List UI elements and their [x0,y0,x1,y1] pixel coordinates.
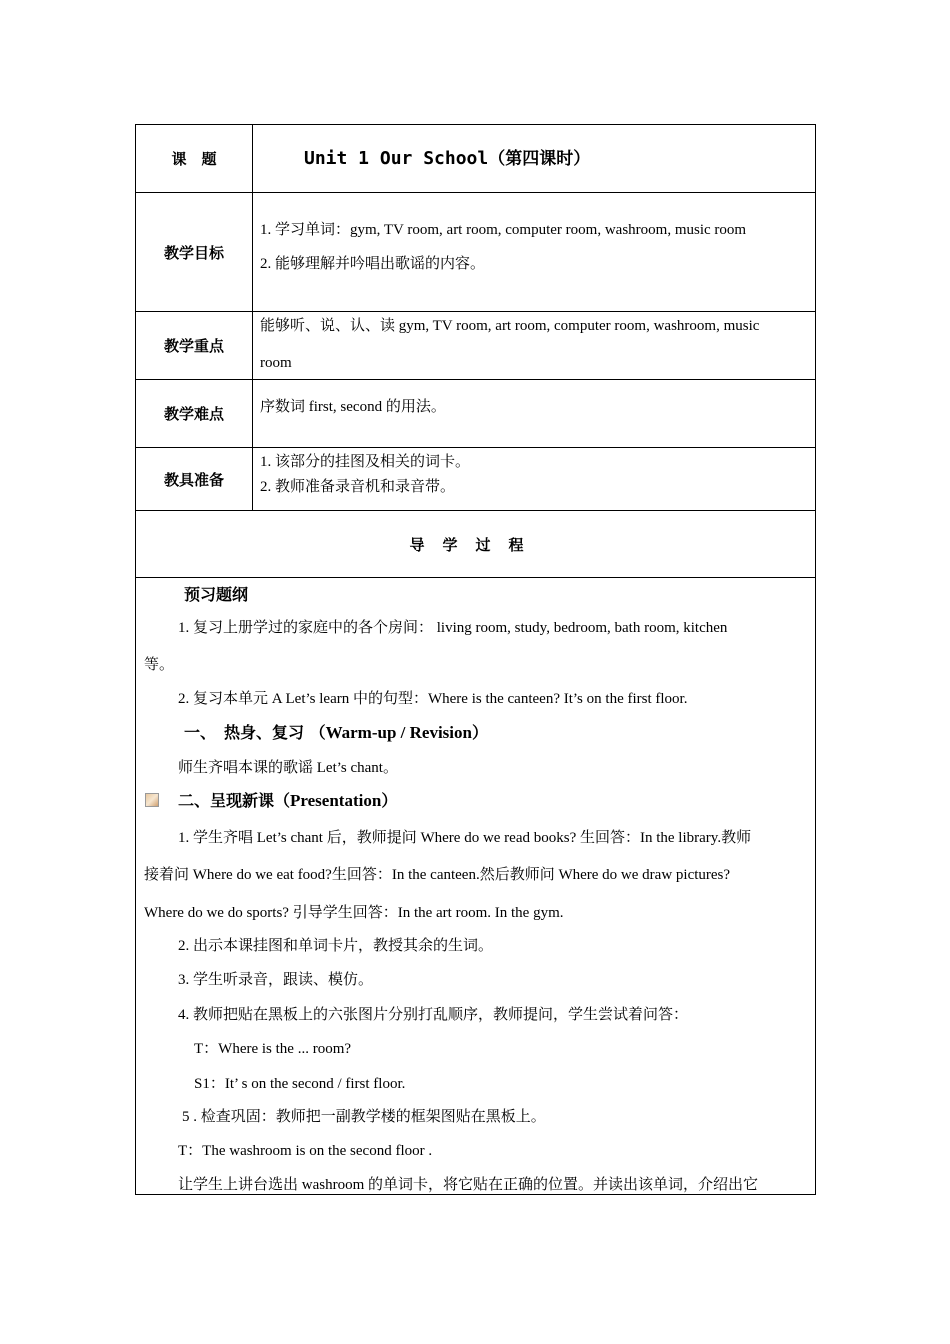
topic-row [136,125,815,193]
presentation-item-2: 2. 出示本课挂图和单词卡片，教授其余的生词。 [178,938,494,954]
process-body [136,578,815,1194]
warmup-heading: 一、 热身、复习 （Warm-up / Revision） [184,723,488,742]
lesson-title [304,142,809,176]
lesson-title-en: Unit 1 Our School [304,148,489,169]
difficulty-content: 序数词 first, second 的用法。 [260,399,446,415]
dialog-student: S1：It’ s on the second / first floor. [194,1076,406,1092]
presentation-item-1: 1. 学生齐唱 Let’s chant 后，教师提问 Where do we read books? 生回答：In the library.教师 [178,830,752,846]
warmup-text: 师生齐唱本课的歌谣 Let’s chant。 [178,760,398,776]
tool-item: 2. 教师准备录音机和录音带。 [260,479,456,495]
focus-content [260,308,809,382]
preview-item-2: 2. 复习本单元 A Let’s learn 中的句型：Where is the canteen? It’s on the first floor. [178,691,688,707]
presentation-item-1-cont: Where do we do sports? 引导学生回答：In the art room. In the gym. [144,905,564,921]
goal-item: 2. 能够理解并吟唱出歌谣的内容。 [260,256,486,272]
topic-label: 课 题 [136,125,253,192]
tools-row [136,448,815,511]
focus-line: room [260,355,292,371]
tool-item: 1. 该部分的挂图及相关的词卡。 [260,454,471,470]
lesson-title-cn: （第四课时） [488,149,591,169]
presentation-item-1-cont: 接着问 Where do we eat food?生回答：In the canteen.然后教师问 Where do we draw pictures? [144,867,731,883]
goal-item: 1. 学习单词：gym, TV room, art room, computer room, washroom, music room [260,222,747,238]
goals-content [260,213,809,281]
goals-row [136,193,815,312]
difficulty-label: 教学难点 [136,380,253,447]
focus-line: 能够听、说、认、读 gym, TV room, art room, computer room, washroom, music [260,318,760,334]
lesson-plan-table [135,124,816,1195]
difficulty-row [136,380,815,448]
tools-label: 教具准备 [136,448,253,510]
focus-label: 教学重点 [136,312,253,379]
presentation-item-4: 4. 教师把贴在黑板上的六张图片分别打乱顺序，教师提问，学生尝试着问答： [178,1007,689,1023]
dialog-teacher: T：Where is the ... room? [194,1041,352,1057]
tools-content [260,450,809,500]
preview-item-1: 1. 复习上册学过的家庭中的各个房间： living room, study, bedroom, bath room, kitchen [178,620,728,636]
presentation-heading: 二、呈现新课（Presentation） [178,791,398,810]
presentation-item-3: 3. 学生听录音，跟读、模仿。 [178,972,374,988]
image-placeholder-icon [145,793,159,807]
preview-heading: 预习题纲 [184,585,249,604]
process-header: 导学过程 [136,511,815,578]
preview-item-1-cont: 等。 [144,657,175,673]
presentation-item-5: 5 . 检查巩固：教师把一副教学楼的框架图贴在黑板上。 [182,1109,546,1125]
presentation-item-5-teacher: T：The washroom is on the second floor . [178,1143,433,1159]
goals-label: 教学目标 [136,193,253,311]
presentation-item-5-text: 让学生上讲台选出 washroom 的单词卡，将它贴在正确的位置。并读出该单词，介绍出它 [178,1177,758,1193]
focus-row [136,312,815,380]
